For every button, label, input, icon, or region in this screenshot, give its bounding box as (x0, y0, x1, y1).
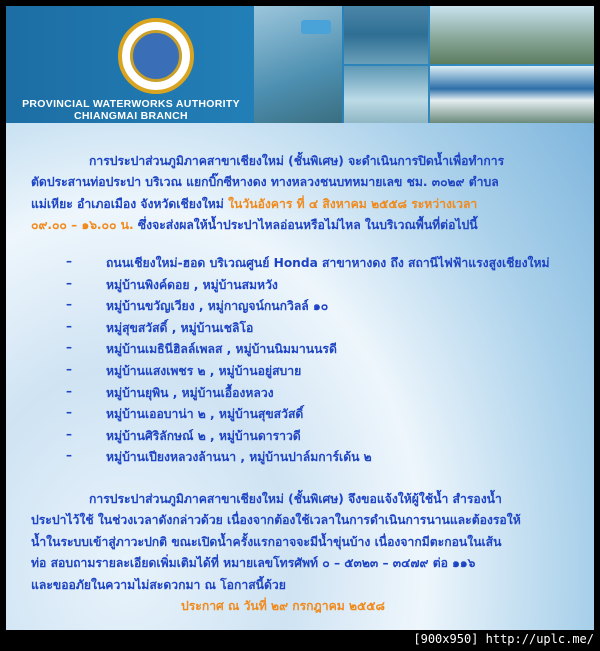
photo-treatment-pool (344, 66, 428, 123)
list-dash: – (66, 297, 72, 312)
paragraph2-line: การประปาส่วนภูมิภาคสาขาเชียงใหม่ (ชั้นพิเศษ) จึงขอแจ้งให้ผู้ใช้น้ำ สำรองน้ำ (89, 492, 502, 506)
announcement-image (6, 6, 594, 630)
list-item: หมู่บ้านศิริลักษณ์ ๒ , หมู่บ้านดาราวดี (106, 428, 301, 443)
image-size-caption: [900x950] http://uplc.me/ (413, 632, 594, 646)
list-item: หมู่บ้านแสงเพชร ๒ , หมู่บ้านอยู่สบาย (106, 364, 302, 378)
paragraph1-line (31, 195, 477, 214)
list-item: หมู่บ้านเปียงหลวงล้านนา , หมู่บ้านปาล์มการ์เด้น ๒ (106, 450, 372, 465)
pwa-logo (118, 18, 194, 94)
photo-reservoir (344, 6, 428, 64)
image-size-caption-bar (0, 630, 600, 651)
list-item: หมู่สุขสวัสดิ์ , หมู่บ้านเชลิโอ (106, 320, 254, 335)
list-dash: – (66, 448, 72, 463)
photo-office-building (430, 6, 594, 64)
time-highlight: ๐๙.๐๐ – ๑๖.๐๐ น. (31, 218, 134, 232)
list-dash: – (66, 383, 72, 398)
list-item: หมู่บ้านพิงค์ดอย , หมู่บ้านสมหวัง (106, 277, 278, 292)
list-dash: – (66, 275, 72, 290)
paragraph1-line: การประปาส่วนภูมิภาคสาขาเชียงใหม่ (ชั้นพิเศษ) จะดำเนินการปิดน้ำเพื่อทำการ (89, 154, 505, 168)
list-dash: – (66, 362, 72, 376)
paragraph1-line (31, 216, 478, 235)
photo-office-entrance (430, 66, 594, 123)
paragraph2-line: ท่อ สอบถามรายละเอียดเพิ่มเติมได้ที่ หมายเลขโทรศัพท์ ๐ – ๕๓๒๓ – ๓๔๗๙ ต่อ ๑๑๖ (31, 556, 476, 570)
list-dash: – (66, 318, 72, 333)
paragraph2-line: และขออภัยในความไม่สะดวกมา ณ โอกาสนี้ด้วย (31, 578, 286, 592)
list-dash: – (66, 426, 72, 441)
location-text: แม่เหียะ อำเภอเมือง จังหวัดเชียงใหม่ (31, 197, 224, 211)
paragraph2-line: ประปาไว้ใช้ ในช่วงเวลาดังกล่าวด้วย เนื่องจากต้องใช้เวลาในการดำเนินการนานและต้องรอให้ (31, 513, 521, 527)
list-item: หมู่บ้านยุพิน , หมู่บ้านเอื้องหลวง (106, 385, 274, 400)
branch-name: CHIANGMAI BRANCH (74, 110, 188, 122)
list-dash: – (66, 405, 72, 420)
paragraph1-line: ตัดประสานท่อประปา บริเวณ แยกบิ๊กซีหางดง ทางหลวงชนบทหมายเลข ชม. ๓๐๒๙ ตำบล (31, 175, 499, 189)
announcement-date: ประกาศ ณ วันที่ ๒๙ กรกฎาคม ๒๕๕๘ (181, 599, 385, 613)
list-dash: – (66, 254, 72, 268)
list-item: หมู่บ้านเมธินีฮิลล์เพลส , หมู่บ้านนิมมานนรดี (106, 342, 337, 357)
org-name: PROVINCIAL WATERWORKS AUTHORITY (22, 98, 240, 110)
list-dash: – (66, 340, 72, 355)
date-highlight: ในวันอังคาร ที่ ๔ สิงหาคม ๒๕๕๘ ระหว่างเวลา (228, 197, 478, 211)
list-item: ถนนเชียงใหม่-ฮอด บริเวณศูนย์ Honda สาขาหางดง ถึง สถานีไฟฟ้าแรงสูงเชียงใหม่ (106, 256, 550, 270)
paragraph2-line: น้ำในระบบเข้าสู่ภาวะปกติ ขณะเปิดน้ำครั้งแรกอาจจะมีน้ำขุ่นบ้าง เนื่องจากมีตะกอนในเส้น (31, 535, 502, 549)
water-tower-tank (301, 20, 331, 34)
list-item: หมู่บ้านเออบาน่า ๒ , หมู่บ้านสุขสวัสดิ์ (106, 407, 304, 422)
header-banner (6, 6, 594, 123)
list-item: หมู่บ้านขวัญเวียง , หมู่กาญจน์กนกวิลล์ ๑๐ (106, 299, 329, 314)
effect-text: ซึ่งจะส่งผลให้น้ำประปาไหลอ่อนหรือไม่ไหล ในบริเวณพื้นที่ต่อไปนี้ (137, 218, 478, 232)
